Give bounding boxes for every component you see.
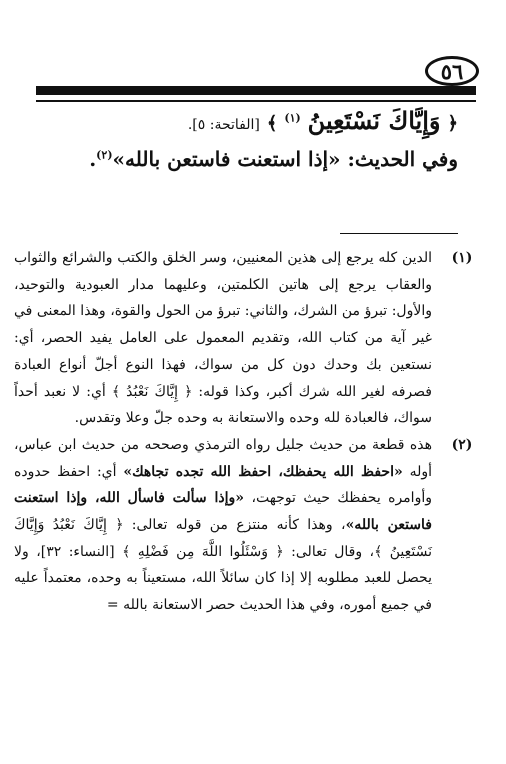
header-rule-thick	[36, 86, 476, 95]
header-rule-thin	[36, 100, 476, 102]
footnotes	[14, 245, 484, 619]
footnote-1	[14, 245, 484, 432]
footnote-text: الدين كله يرجع إلى هذين المعنيين، وسر الخلق والكتب والشرائع والثواب والعقاب يرجع إلى هاتين الكلمتين، وعليهما مدار العبودية والتوحيد، والأول: تبرؤ من الشرك، والثاني: تبرؤ من الحول والقوة، وهذا المعنى في غير آية من كتاب الله، وتقديم المعمول على العامل يفيد الحصر، أي: نستعين بك وحدك دون كل من سواك، فهذا النوع أجلّ أنواع العبادة فصرفه لغير الله شرك أكبر، وكذا قوله: ﴿ إِيَّاكَ نَعْبُدُ ﴾ أي: لا نعبد أحداً سواك، فالعبادة لله وحده والاستعانة به وحده جلّ وعلا وتقدس.	[14, 250, 432, 427]
footnote-marker-1: (١)	[284, 111, 301, 125]
footnote-number: (١)	[451, 250, 473, 266]
footnote-2	[14, 432, 484, 619]
footnote-text-part: أي: احفظ حدوده وأوامره يحفظك حيث توجهت،	[14, 463, 432, 507]
footnote-marker-2: (٢)	[96, 148, 113, 162]
hadith-quote-bold: «احفظ الله يحفظك، احفظ الله تجده تجاهك»	[123, 463, 403, 480]
hadith-quote-bold: «وإذا سألت فاسأل الله، وإذا استعنت فاستعن بالله»	[14, 490, 432, 534]
quran-verse-line	[40, 106, 458, 135]
bracket-close-ornament: ﴾	[266, 113, 278, 134]
footnote-separator	[340, 233, 458, 234]
bracket-open-ornament: ﴿	[447, 113, 458, 134]
page-number: ٥٦	[425, 56, 479, 86]
hadith-line	[40, 147, 458, 171]
hadith-end: .	[89, 147, 97, 171]
footnote-text-part: ، وهذا كأنه منتزع من قوله تعالى: ﴿ إِيَّاكَ نَعْبُدُ وَإِيَّاكَ نَسْتَعِينُ ﴾، وقال تعالى: ﴿ وَسْئَلُوا اللَّهَ مِن فَضْلِهِ ﴾ [النساء: ٣٢]، ولا يحصل للعبد مطلوبه إلا إذا كان سائلاً الله، مستعيناً به وحده، معتمداً عليه في جميع أموره، وفي هذا الحديث حصر الاستعانة بالله =	[14, 517, 432, 614]
surah-reference: [الفاتحة: ٥].	[187, 117, 260, 133]
ayah-text: وَإِيَّاكَ نَسْتَعِينُ	[307, 106, 441, 135]
hadith-text: وفي الحديث: «إذا استعنت فاستعن بالله»	[112, 147, 458, 171]
footnote-text	[14, 432, 432, 619]
footnote-number: (٢)	[451, 436, 473, 453]
footnote-text-part: هذه قطعة من حديث جليل رواه الترمذي وصححه من حديث ابن عباس، أوله	[14, 436, 433, 480]
